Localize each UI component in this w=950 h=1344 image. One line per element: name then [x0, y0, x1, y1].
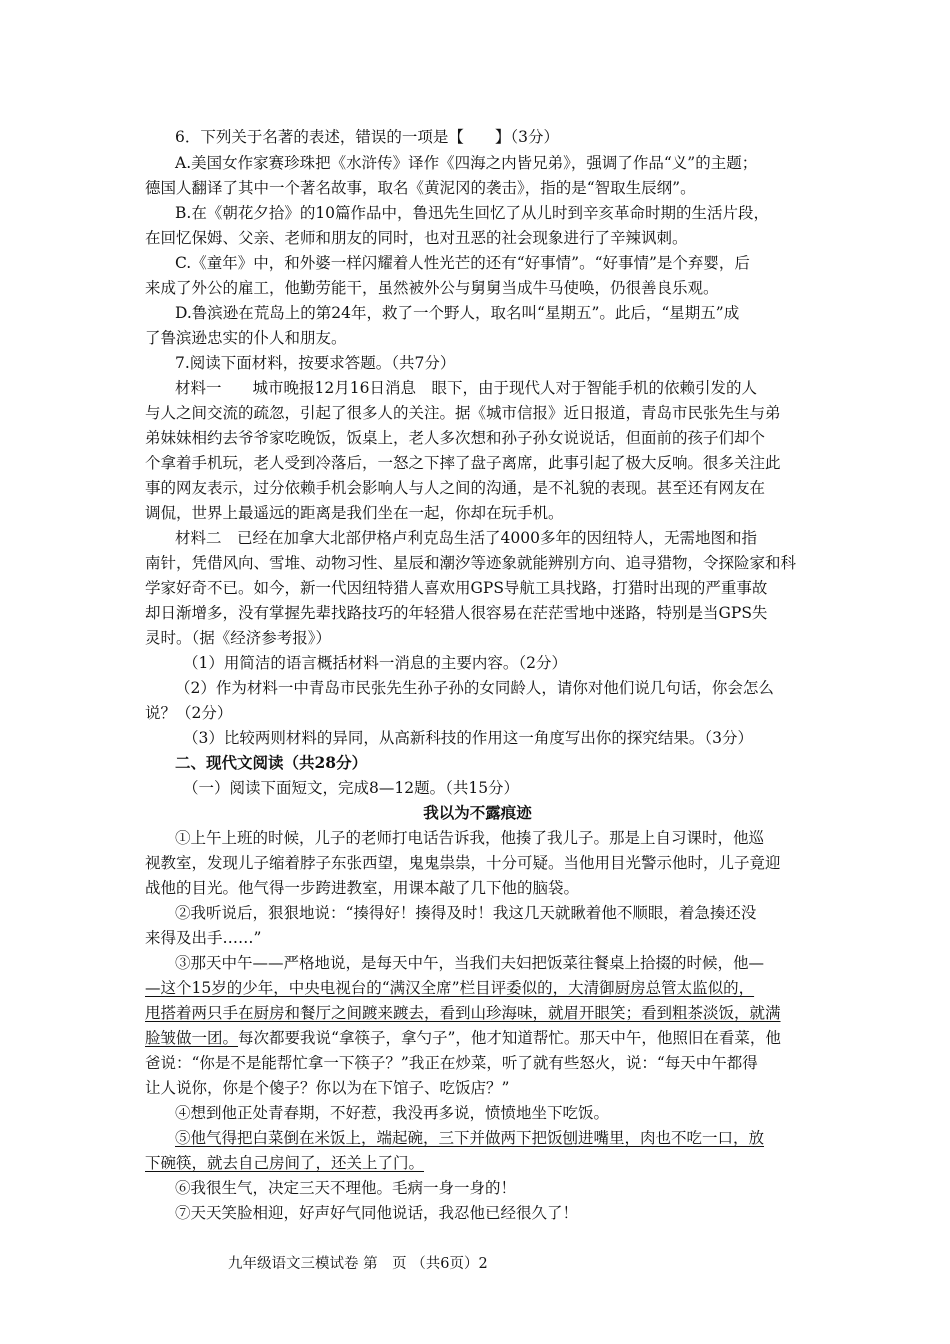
- material-2-line: 学家好奇不已。如今，新一代因纽特猎人喜欢用GPS导航工具找路，打猎时出现的严重事故: [145, 579, 768, 597]
- reading-instruction: （一）阅读下面短文，完成8—12题。（共15分）: [183, 779, 520, 797]
- option-b-line-1: B.在《朝花夕拾》的10篇作品中，鲁迅先生回忆了从儿时到辛亥革命时期的生活片段，: [175, 204, 770, 222]
- option-a-line-1: A.美国女作家赛珍珠把《水浒传》译作《四海之内皆兄弟》，强调了作品“义”的主题；: [175, 154, 758, 172]
- passage-paragraph-line: ③那天中午——严格地说，是每天中午，当我们夫妇把饭菜往餐桌上拾掇的时候，他—: [175, 954, 765, 972]
- material-1-line: 材料一 城市晚报12月16日消息 眼下，由于现代人对于智能手机的依赖引发的人: [175, 379, 757, 397]
- sub-question-2: （2）作为材料一中青岛市民张先生孙子孙的女同龄人，请你对他们说几句话，你会怎么: [175, 679, 774, 697]
- passage-paragraph-line: ④想到他正处青春期，不好惹，我没再多说，愤愤地坐下吃饭。: [175, 1104, 610, 1122]
- material-1-line: 调侃，世界上最遥远的距离是我们坐在一起，你却在玩手机。: [145, 504, 564, 522]
- material-2-line: 却日渐增多，没有掌握先辈找路技巧的年轻猎人很容易在茫茫雪地中迷路，特别是当GPS失: [145, 604, 768, 622]
- passage-paragraph-line: [145, 1027, 810, 1049]
- sub-question-2-cont: 说？（2分）: [145, 704, 233, 722]
- option-c-line-2: 来成了外公的雇工，他勤劳能干，虽然被外公与舅舅当成牛马使唤，仍很善良乐观。: [145, 279, 719, 297]
- material-1-line: 弟妹妹相约去爷爷家吃晚饭，饭桌上，老人多次想和孙子孙女说说话，但面前的孩子们却个: [145, 429, 766, 447]
- option-a-line-2: 德国人翻译了其中一个著名故事，取名《黄泥冈的袭击》，指的是“智取生辰纲”。: [145, 179, 696, 197]
- underlined-text: 脸皱做一团。: [145, 1029, 239, 1047]
- passage-underlined-line: [145, 977, 810, 999]
- passage-title: 我以为不露痕迹: [423, 803, 532, 822]
- question-6-stem: 6．下列关于名著的表述，错误的一项是【 】（3分）: [175, 128, 559, 146]
- passage-paragraph-line: ②我听说后，狠狠地说：“揍得好！揍得及时！我这几天就瞅着他不顺眼，着急揍还没: [175, 904, 757, 922]
- page-footer: 九年级语文三模试卷 第 页 （共6页）2: [228, 1256, 488, 1272]
- option-d-line-1: D.鲁滨逊在荒岛上的第24年，救了一个野人，取名叫“星期五”。此后，“星期五”成: [175, 304, 740, 322]
- underlined-text: 甩搭着两只手在厨房和餐厅之间踱来踱去，看到山珍海味，就眉开眼笑；看到粗茶淡饭，就满: [145, 1004, 781, 1022]
- passage-paragraph-line: ⑥我很生气，决定三天不理他。毛病一身一身的！: [175, 1179, 517, 1197]
- passage-paragraph-line: 爸说：“你是不是能帮忙拿一下筷子？”我正在炒菜，听了就有些怒火，说：“每天中午都得: [145, 1054, 758, 1072]
- passage-underlined-line: [175, 1127, 810, 1149]
- passage-underlined-line: [145, 1152, 810, 1174]
- option-b-line-2: 在回忆保姆、父亲、老师和朋友的同时，也对丑恶的社会现象进行了辛辣讽刺。: [145, 229, 688, 247]
- material-1-line: 事的网友表示，过分依赖手机会影响人与人之间的沟通，是不礼貌的表现。甚至还有网友在: [145, 479, 766, 497]
- material-2-line: 南针，凭借风向、雪堆、动物习性、星辰和潮汐等迹象就能辨别方向、追寻猎物，令探险家和科: [145, 554, 797, 572]
- material-2-line: 灵时。（据《经济参考报》）: [145, 629, 332, 647]
- passage-underlined-line: [145, 1002, 810, 1024]
- section-heading: 二、现代文阅读（共28分）: [175, 753, 368, 772]
- underlined-text: 下碗筷，就去自己房间了，还关上了门。: [145, 1154, 425, 1172]
- underlined-text: —这个15岁的少年，中央电视台的“满汉全席”栏目评委似的，大清御厨房总管太监似的，: [145, 979, 755, 997]
- material-1-line: 与人之间交流的疏忽，引起了很多人的关注。据《城市信报》近日报道，青岛市民张先生与弟: [145, 404, 781, 422]
- paragraph-text: 每次都要我说“拿筷子，拿勺子”，他才知道帮忙。那天中午，他照旧在看菜，他: [238, 1029, 781, 1047]
- passage-paragraph-line: 视教室，发现儿子缩着脖子东张西望，鬼鬼祟祟，十分可疑。当他用目光警示他时，儿子竟迎: [145, 854, 781, 872]
- option-d-line-2: 了鲁滨逊忠实的仆人和朋友。: [145, 329, 347, 347]
- option-c-line-1: C.《童年》中，和外婆一样闪耀着人性光芒的还有“好事情”。“好事情”是个弃婴，后: [175, 254, 750, 272]
- passage-paragraph-line: 让人说你，你是个傻子？你以为在下馆子、吃饭店？”: [145, 1079, 510, 1097]
- sub-question-1: （1）用简洁的语言概括材料一消息的主要内容。（2分）: [183, 654, 567, 672]
- passage-paragraph-line: 战他的目光。他气得一步跨进教室，用课本敲了几下他的脑袋。: [145, 879, 580, 897]
- passage-paragraph-line: ①上午上班的时候，儿子的老师打电话告诉我，他揍了我儿子。那是上自习课时，他巡: [175, 829, 765, 847]
- passage-paragraph-line: ⑦天天笑脸相迎，好声好气同他说话，我忍他已经很久了！: [175, 1204, 579, 1222]
- underlined-text: ⑤他气得把白菜倒在米饭上，端起碗，三下并做两下把饭刨进嘴里，肉也不吃一口，放: [175, 1129, 765, 1147]
- material-1-line: 个拿着手机玩，老人受到冷落后，一怒之下摔了盘子离席，此事引起了极大反响。很多关注此: [145, 454, 781, 472]
- passage-paragraph-line: 来得及出手……”: [145, 929, 262, 947]
- sub-question-3: （3）比较两则材料的异同，从高新科技的作用这一角度写出你的探究结果。（3分）: [183, 729, 753, 747]
- question-7-stem: 7.阅读下面材料，按要求答题。（共7分）: [175, 354, 456, 372]
- material-2-line: 材料二 已经在加拿大北部伊格卢利克岛生活了4000多年的因纽特人，无需地图和指: [175, 529, 757, 547]
